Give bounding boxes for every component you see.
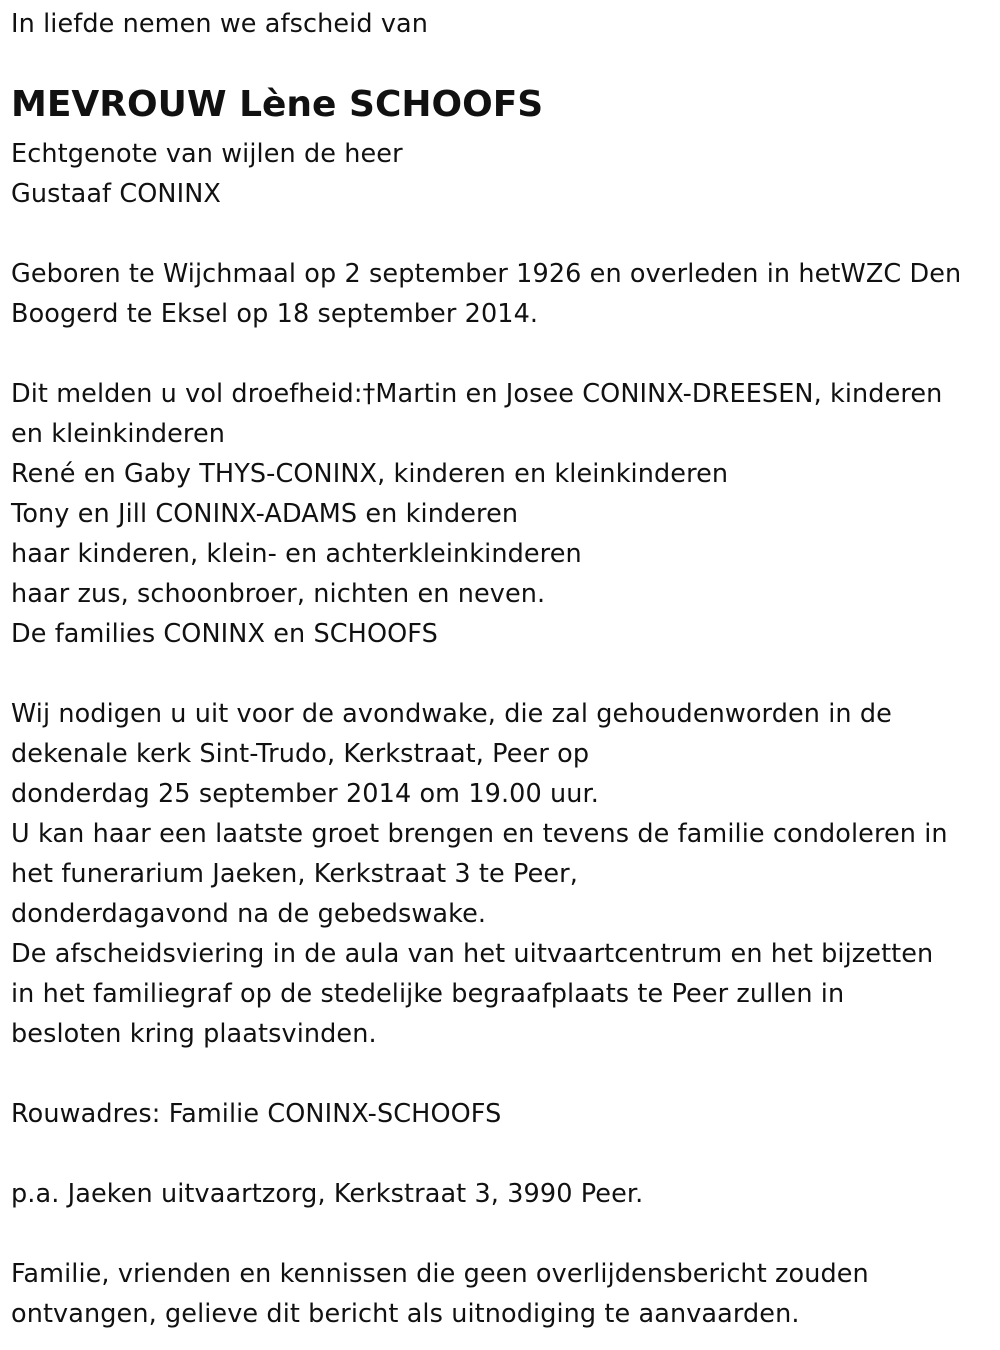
ceremony-line-7: De afscheidsviering in de aula van het uitvaartcentrum en het bijzetten [11, 939, 934, 969]
ceremony-line-3: donderdag 25 september 2014 om 19.00 uur. [11, 779, 599, 809]
rouwadres-line: Rouwadres: Familie CONINX-SCHOOFS [11, 1099, 502, 1129]
ceremony-line-6: donderdagavond na de gebedswake. [11, 899, 487, 929]
birth-death-line-2: Boogerd te Eksel op 18 september 2014. [11, 299, 539, 329]
ceremony-line-9: besloten kring plaatsvinden. [11, 1019, 377, 1049]
funeral-home-address: p.a. Jaeken uitvaartzorg, Kerkstraat 3, 3990 Peer. [11, 1179, 644, 1209]
ceremony-line-2: dekenale kerk Sint-Trudo, Kerkstraat, Peer op [11, 739, 590, 769]
intro-line: In liefde nemen we afscheid van [11, 9, 429, 39]
family-line-5: haar kinderen, klein- en achterkleinkinderen [11, 539, 582, 569]
family-line-4: Tony en Jill CONINX-ADAMS en kinderen [11, 499, 519, 529]
family-line-6: haar zus, schoonbroer, nichten en neven. [11, 579, 546, 609]
closing-line-2: ontvangen, gelieve dit bericht als uitnodiging te aanvaarden. [11, 1299, 800, 1329]
ceremony-line-1: Wij nodigen u uit voor de avondwake, die zal gehoudenworden in de [11, 699, 892, 729]
deceased-name: MEVROUW Lène SCHOOFS [11, 84, 544, 125]
spouse-line-1: Echtgenote van wijlen de heer [11, 139, 403, 169]
ceremony-line-4: U kan haar een laatste groet brengen en tevens de familie condoleren in [11, 819, 948, 849]
ceremony-line-5: het funerarium Jaeken, Kerkstraat 3 te Peer, [11, 859, 578, 889]
birth-death-line-1: Geboren te Wijchmaal op 2 september 1926 en overleden in hetWZC Den [11, 259, 962, 289]
spouse-line-2: Gustaaf CONINX [11, 179, 221, 209]
ceremony-line-8: in het familiegraf op de stedelijke begraafplaats te Peer zullen in [11, 979, 845, 1009]
family-line-3: René en Gaby THYS-CONINX, kinderen en kleinkinderen [11, 459, 729, 489]
family-line-7: De families CONINX en SCHOOFS [11, 619, 438, 649]
closing-line-1: Familie, vrienden en kennissen die geen overlijdensbericht zouden [11, 1259, 869, 1289]
family-line-2: en kleinkinderen [11, 419, 226, 449]
family-line-1: Dit melden u vol droefheid:†Martin en Josee CONINX-DREESEN, kinderen [11, 379, 943, 409]
